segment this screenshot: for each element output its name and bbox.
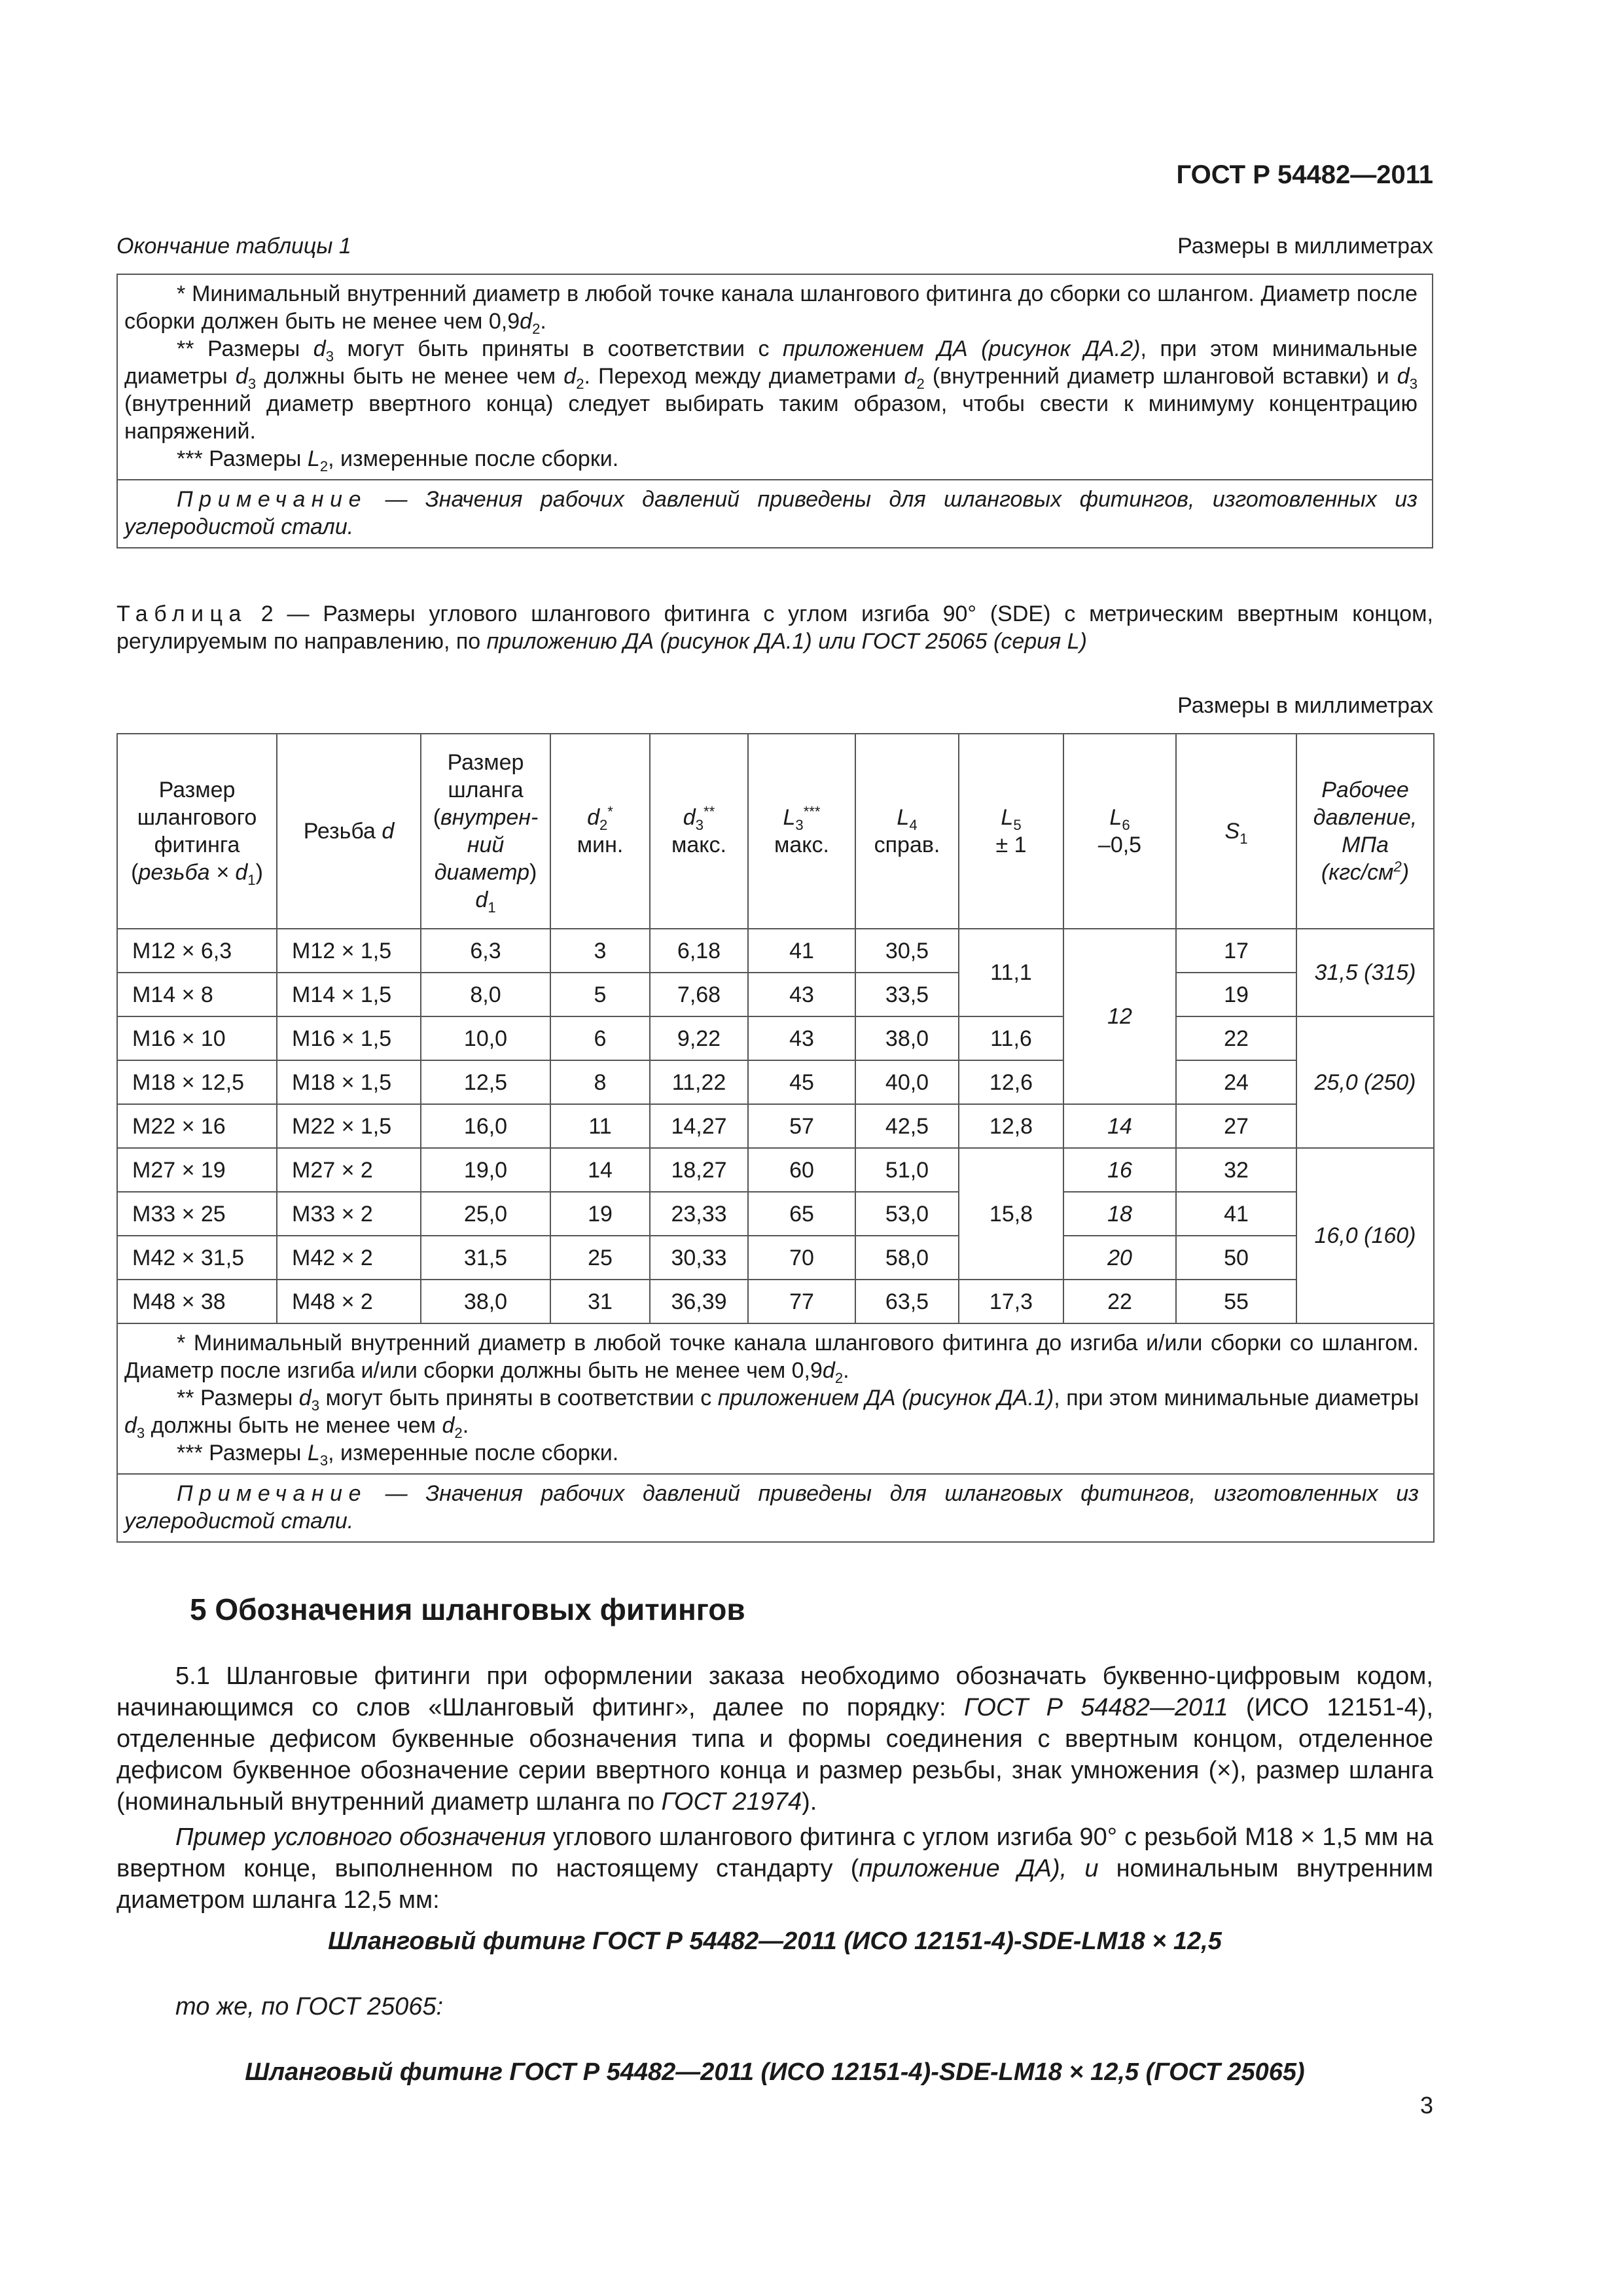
table-cell: 20 xyxy=(1063,1236,1176,1280)
table-cell: 41 xyxy=(748,929,855,973)
table-cell: 11 xyxy=(550,1104,650,1148)
table1-footnote-3: *** Размеры $L_2$, измеренные после сборки. xyxy=(177,446,619,475)
table-cell: M22 × 1,5 xyxy=(277,1104,421,1148)
table-cell: 11,6 xyxy=(959,1016,1063,1060)
table-cell: 27 xyxy=(1176,1104,1296,1148)
col-header-thread: Резьба d xyxy=(277,734,421,929)
table-row xyxy=(117,1236,1434,1280)
table-cell: 33,5 xyxy=(855,973,959,1016)
table-cell: M27 × 19 xyxy=(117,1148,277,1192)
table-row xyxy=(117,1104,1434,1148)
table-cell: 17,3 xyxy=(959,1280,1063,1323)
table-cell: 31,5 (315) xyxy=(1296,929,1434,1016)
col-header-d3: $d_3^{**}$ макс. xyxy=(650,734,748,929)
table1-continuation-caption: Окончание таблицы 1 xyxy=(116,234,351,259)
table1-footnote-1: * Минимальный внутренний диаметр в любой точке канала шлангового фитинга до сборки со шлангом. Диаметр после сборки должен быть не менее чем $0,9d_2$. xyxy=(124,281,1418,337)
table-cell: M48 × 38 xyxy=(117,1280,277,1323)
table-cell: 30,5 xyxy=(855,929,959,973)
table-cell: 38,0 xyxy=(855,1016,959,1060)
table-cell: M33 × 2 xyxy=(277,1192,421,1236)
table-cell: 43 xyxy=(748,1016,855,1060)
table-cell: 57 xyxy=(748,1104,855,1148)
table-cell: 16 xyxy=(1063,1148,1176,1192)
table-cell: 25,0 xyxy=(421,1192,550,1236)
table-cell: 22 xyxy=(1063,1280,1176,1323)
table2-footnote-1: * Минимальный внутренний диаметр в любой точке канала шлангового фитинга до изгиба и/или сборки со шлангом. Диаметр после изгиба и/или сборки должны быть не менее чем $0,9d_2$. xyxy=(124,1331,1419,1386)
table2-title: Таблица 2 — Размеры углового шлангового фитинга с углом изгиба 90° (SDE) с метрическим ввертным концом, регулируемым по направлению, по приложению ДА (рисунок ДА.1) или ГОСТ 25065 (серия L) xyxy=(116,601,1433,654)
table2-footnotes-row xyxy=(117,1323,1434,1474)
table-cell: 43 xyxy=(748,973,855,1016)
table-cell: 31,5 xyxy=(421,1236,550,1280)
table-cell: 6,3 xyxy=(421,929,550,973)
remark-label: Примечание xyxy=(177,1481,367,1506)
table-row xyxy=(117,1060,1434,1104)
table-cell: M16 × 1,5 xyxy=(277,1016,421,1060)
table-cell: 12 xyxy=(1063,929,1176,1104)
table-cell: 19 xyxy=(550,1192,650,1236)
table-cell: 7,68 xyxy=(650,973,748,1016)
table-cell: 6,18 xyxy=(650,929,748,973)
table-cell: Примечание — Значения рабочих давлений приведены для шланговых фитингов, изготовленных из углеродистой стали. xyxy=(117,1474,1434,1542)
table-cell: 14 xyxy=(550,1148,650,1192)
col-header-L5: $L_5$ ± 1 xyxy=(959,734,1063,929)
table-cell: 51,0 xyxy=(855,1148,959,1192)
col-header-S1: $S_1$ xyxy=(1176,734,1296,929)
table1-footnotes xyxy=(118,275,1432,479)
table-cell: 16,0 (160) xyxy=(1296,1148,1434,1323)
table-cell: 10,0 xyxy=(421,1016,550,1060)
table-cell: 19 xyxy=(1176,973,1296,1016)
table-cell: 12,5 xyxy=(421,1060,550,1104)
table2-footnote-3: *** Размеры $L_3$, измеренные после сборки. xyxy=(177,1441,619,1469)
col-header-d2: $d_2^*$ мин. xyxy=(550,734,650,929)
table-row xyxy=(117,1280,1434,1323)
table-cell: 53,0 xyxy=(855,1192,959,1236)
table-cell: M27 × 2 xyxy=(277,1148,421,1192)
table-cell: 18,27 xyxy=(650,1148,748,1192)
table1-footnotes-box xyxy=(116,274,1433,548)
table-cell: 38,0 xyxy=(421,1280,550,1323)
table-cell: 58,0 xyxy=(855,1236,959,1280)
table-cell: 32 xyxy=(1176,1148,1296,1192)
table-cell: 22 xyxy=(1176,1016,1296,1060)
paragraph-5-1: 5.1 Шланговые фитинги при оформлении заказа необходимо обозначать буквенно-цифровым кодом, начинающимся со слов «Шланговый фитинг», далее по порядку: ГОСТ Р 54482—2011 (ИСО 12151-4), отделенные дефисом буквенные обозначения типа и формы соединения с ввертным концом, отделенное дефисом буквенное обозначение серии ввертного конца и размер резьбы, знак умножения (×), размер шланга (номинальный внутренний диаметр шланга по ГОСТ 21974). xyxy=(116,1662,1434,1816)
table-cell: M42 × 31,5 xyxy=(117,1236,277,1280)
table1-units: Размеры в миллиметрах xyxy=(1177,234,1433,259)
paragraph-example: Пример условного обозначения углового шлангового фитинга с углом изгиба 90° с резьбой M18 × 1,5 мм на ввертном конце, выполненном по настоящему стандарту (приложение ДА), и номинальным внутренним диаметром шланга 12,5 мм: xyxy=(116,1823,1434,1914)
table-cell: 60 xyxy=(748,1148,855,1192)
table-cell: 16,0 xyxy=(421,1104,550,1148)
col-header-fitting-size: Размер шлангового фитинга (резьба × $d_1$) xyxy=(117,734,277,929)
table-cell: 23,33 xyxy=(650,1192,748,1236)
table-cell: 5 xyxy=(550,973,650,1016)
table-row xyxy=(117,929,1434,973)
designation-example-1: Шланговый фитинг ГОСТ Р 54482—2011 (ИСО 12151-4)-SDE-LM18 × 12,5 xyxy=(328,1928,1222,1955)
table-cell: M48 × 2 xyxy=(277,1280,421,1323)
table-cell: 17 xyxy=(1176,929,1296,973)
table-cell: 42,5 xyxy=(855,1104,959,1148)
section5-body xyxy=(116,1660,1433,1916)
table-row xyxy=(117,1148,1434,1192)
table1-remark: Примечание — Значения рабочих давлений приведены для шланговых фитингов, изготовленных из углеродистой стали. xyxy=(118,479,1432,547)
table2-title-label: Таблица xyxy=(116,601,247,626)
table-cell: 55 xyxy=(1176,1280,1296,1323)
col-header-hose-size: Размер шланга (внутрен-ний диаметр) $d_1$ xyxy=(421,734,550,929)
table2-units: Размеры в миллиметрах xyxy=(1177,693,1433,718)
table-cell: 65 xyxy=(748,1192,855,1236)
same-as-label: то же, по ГОСТ 25065: xyxy=(175,1993,444,2020)
table1-footnote-2: ** Размеры $d_3$ могут быть приняты в соответствии с приложением ДА (рисунок ДА.2), при этом минимальные диаметры $d_3$ должны быть не менее чем $d_2$. Переход между диаметрами $d_2$ (внутренний диаметр шланговой вставки) и $d_3$ (внутренний диаметр ввертного конца) следует выбирать таким образом, чтобы свести к минимуму концентрацию напряжений. xyxy=(124,336,1418,444)
table-cell: 30,33 xyxy=(650,1236,748,1280)
table-cell: 12,8 xyxy=(959,1104,1063,1148)
table-cell: M16 × 10 xyxy=(117,1016,277,1060)
table-cell: 9,22 xyxy=(650,1016,748,1060)
designation-example-2: Шланговый фитинг ГОСТ Р 54482—2011 (ИСО 12151-4)-SDE-LM18 × 12,5 (ГОСТ 25065) xyxy=(245,2058,1305,2086)
table2 xyxy=(116,733,1435,1543)
table-cell: 11,22 xyxy=(650,1060,748,1104)
col-header-L3: $L_3^{***}$ макс. xyxy=(748,734,855,929)
table-cell: 40,0 xyxy=(855,1060,959,1104)
table-cell: 63,5 xyxy=(855,1280,959,1323)
table-cell: 14,27 xyxy=(650,1104,748,1148)
table2-footnote-2: ** Размеры $d_3$ могут быть приняты в соответствии с приложением ДА (рисунок ДА.1), при этом минимальные диаметры $d_3$ должны быть не менее чем $d_2$. xyxy=(124,1386,1419,1441)
table-cell: M33 × 25 xyxy=(117,1192,277,1236)
page-number: 3 xyxy=(1419,2092,1433,2119)
table-cell: M22 × 16 xyxy=(117,1104,277,1148)
table-cell: M42 × 2 xyxy=(277,1236,421,1280)
table-cell: 24 xyxy=(1176,1060,1296,1104)
table-cell: 8 xyxy=(550,1060,650,1104)
section-heading: 5 Обозначения шланговых фитингов xyxy=(190,1592,745,1626)
table-cell: 8,0 xyxy=(421,973,550,1016)
table-cell: 36,39 xyxy=(650,1280,748,1323)
table-cell: 70 xyxy=(748,1236,855,1280)
table-cell: 19,0 xyxy=(421,1148,550,1192)
table-cell xyxy=(117,1323,1434,1474)
table-cell: 45 xyxy=(748,1060,855,1104)
table2-remark-row xyxy=(117,1474,1434,1542)
table-cell: M12 × 6,3 xyxy=(117,929,277,973)
table-cell: 50 xyxy=(1176,1236,1296,1280)
remark-label: Примечание xyxy=(177,487,367,512)
document-code: ГОСТ Р 54482—2011 xyxy=(1176,160,1433,189)
col-header-pressure: Рабочее давление, МПа $(кгс/см^2)$ xyxy=(1296,734,1434,929)
table-cell: M18 × 1,5 xyxy=(277,1060,421,1104)
col-header-L4: $L_4$ справ. xyxy=(855,734,959,929)
table-cell: 25 xyxy=(550,1236,650,1280)
table-cell: 3 xyxy=(550,929,650,973)
table-cell: M14 × 1,5 xyxy=(277,973,421,1016)
table-row xyxy=(117,1016,1434,1060)
table-cell: 31 xyxy=(550,1280,650,1323)
table-row xyxy=(117,1192,1434,1236)
table-row xyxy=(117,973,1434,1016)
table-cell: 12,6 xyxy=(959,1060,1063,1104)
table-cell: 6 xyxy=(550,1016,650,1060)
table-cell: M18 × 12,5 xyxy=(117,1060,277,1104)
table-cell: M14 × 8 xyxy=(117,973,277,1016)
table-cell: M12 × 1,5 xyxy=(277,929,421,973)
table-cell: 14 xyxy=(1063,1104,1176,1148)
table-cell: 18 xyxy=(1063,1192,1176,1236)
col-header-L6: $L_6$ –0,5 xyxy=(1063,734,1176,929)
table-cell: 11,1 xyxy=(959,929,1063,1016)
table-cell: 25,0 (250) xyxy=(1296,1016,1434,1148)
table-cell: 15,8 xyxy=(959,1148,1063,1280)
table-cell: 41 xyxy=(1176,1192,1296,1236)
table-cell: 77 xyxy=(748,1280,855,1323)
